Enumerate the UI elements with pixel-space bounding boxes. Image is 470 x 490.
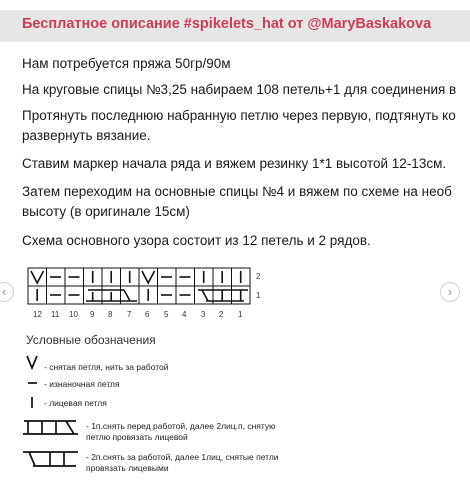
column-number: 11 <box>51 310 60 319</box>
legend-text-purl: - изнаночная петля <box>44 379 120 389</box>
column-number: 7 <box>127 310 132 319</box>
column-number: 12 <box>33 310 42 319</box>
slipped-stitch-v-icon <box>31 271 44 283</box>
legend-text-cross-left-2: петлю провязать лицевой <box>86 432 188 442</box>
text-line-main-needles: Затем переходим на основные спицы №4 и вяжем по схеме на необ <box>22 184 452 199</box>
cross-left-icon <box>23 421 78 434</box>
text-line-ribbing: Ставим маркер начала ряда и вяжем резинку 1*1 высотой 12-13см. <box>22 156 447 171</box>
legend-text-cross-right-1: - 2п.снять за работой, далее 1лиц, снятые петли <box>86 452 279 462</box>
column-number: 4 <box>182 310 187 319</box>
text-line-join: Протянуть последнюю набранную петлю через первую, подтянуть ко <box>22 108 456 123</box>
legend-text-cross-right-2: провязать лицевыми <box>86 463 169 473</box>
cross-right-icon <box>23 452 78 466</box>
slipped-stitch-v-icon <box>142 271 155 283</box>
next-slide-button[interactable]: › <box>440 282 460 302</box>
column-number: 5 <box>164 310 169 319</box>
row-label-2: 2 <box>256 272 261 281</box>
legend-text-slipped: - снятая петля, нить за работой <box>44 362 169 372</box>
post-title: Бесплатное описание #spikelets_hat от @MaryBaskakova <box>22 16 432 32</box>
column-number: 9 <box>90 310 95 319</box>
text-line-scheme: Схема основного узора состоит из 12 петель и 2 рядов. <box>22 233 371 248</box>
legend-text-knit: - лицевая петля <box>44 398 107 408</box>
legend-title: Условные обозначения <box>26 333 156 347</box>
column-number: 6 <box>145 310 150 319</box>
stitch-chart <box>0 262 300 324</box>
text-line-join-2: развернуть вязание. <box>22 128 151 143</box>
slipped-stitch-v-icon <box>27 356 37 368</box>
row-label-1: 1 <box>256 291 261 300</box>
cross-left-icon <box>86 290 137 301</box>
column-number: 1 <box>238 310 243 319</box>
cross-right-icon <box>198 290 248 301</box>
text-line-yarn: Нам потребуется пряжа 50гр/90м <box>22 56 231 71</box>
column-number: 8 <box>108 310 113 319</box>
column-number: 10 <box>69 310 78 319</box>
text-line-cast-on: На круговые спицы №3,25 набираем 108 петель+1 для соединения в <box>22 82 457 97</box>
text-line-height: высоту (в оригинале 15см) <box>22 204 190 219</box>
column-number: 3 <box>201 310 206 319</box>
column-number: 2 <box>219 310 224 319</box>
prev-slide-button[interactable]: ‹ <box>0 282 14 302</box>
legend-text-cross-left-1: - 1п.снять перед работой, далее 2лиц.п, снятую <box>86 421 276 431</box>
